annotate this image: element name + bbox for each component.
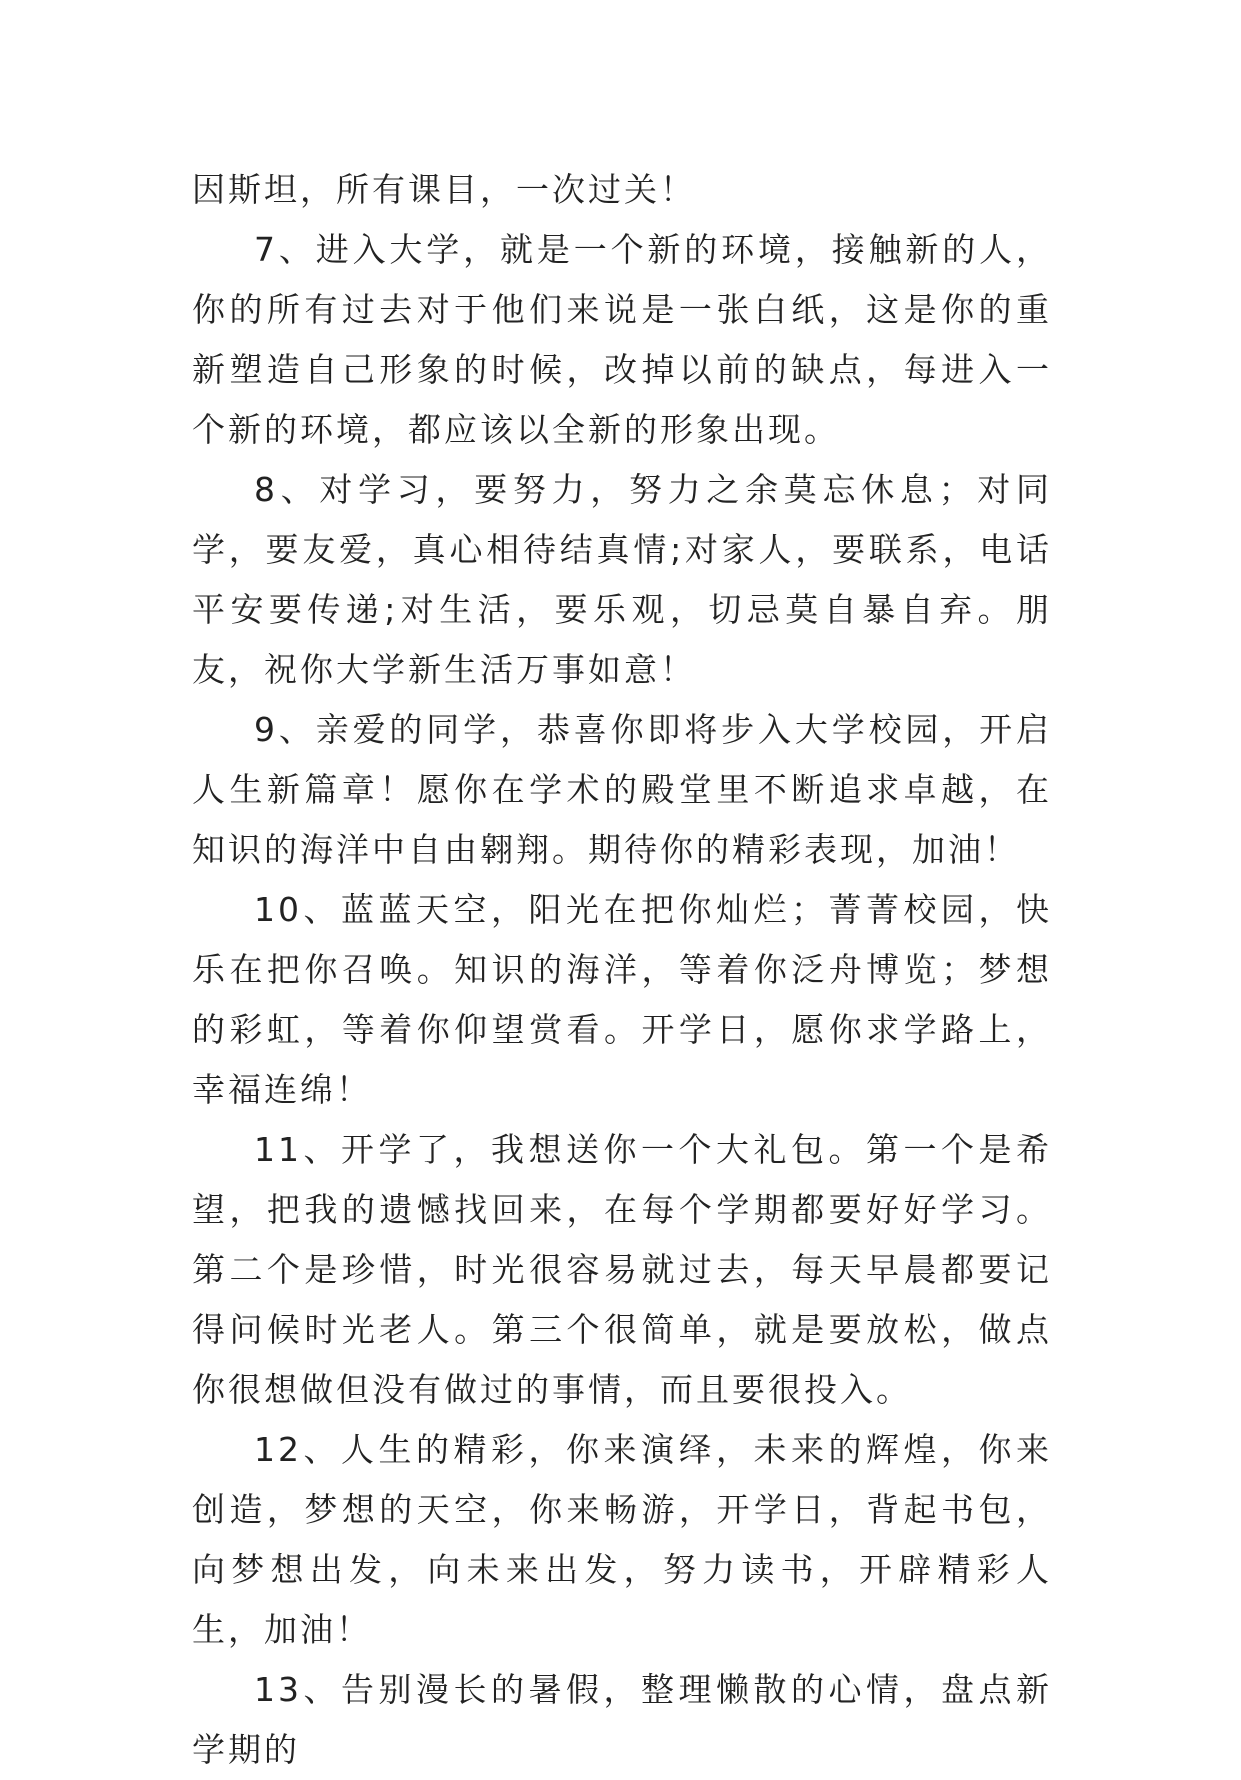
paragraph-item-13: 13、告别漫长的暑假，整理懒散的心情，盘点新学期的: [192, 1670, 1052, 1769]
document-body: [192, 160, 1052, 1780]
paragraph-item-9: 9、亲爱的同学，恭喜你即将步入大学校园，开启人生新篇章！愿你在学术的殿堂里不断追求卓越，在知识的海洋中自由翱翔。期待你的精彩表现，加油！: [192, 710, 1052, 869]
paragraph-item-12: 12、人生的精彩，你来演绎，未来的辉煌，你来创造，梦想的天空，你来畅游，开学日，背起书包，向梦想出发，向未来出发，努力读书，开辟精彩人生，加油！: [192, 1430, 1052, 1649]
paragraph-item-10: 10、蓝蓝天空，阳光在把你灿烂；菁菁校园，快乐在把你召唤。知识的海洋，等着你泛舟博览；梦想的彩虹，等着你仰望赏看。开学日，愿你求学路上，幸福连绵！: [192, 890, 1052, 1109]
paragraph-item-7: 7、进入大学，就是一个新的环境，接触新的人，你的所有过去对于他们来说是一张白纸，这是你的重新塑造自己形象的时候，改掉以前的缺点，每进入一个新的环境，都应该以全新的形象出现。: [192, 230, 1052, 449]
paragraph-item-8: 8、对学习，要努力，努力之余莫忘休息；对同学，要友爱，真心相待结真情;对家人，要联系，电话平安要传递;对生活，要乐观，切忌莫自暴自弃。朋友，祝你大学新生活万事如意！: [192, 470, 1052, 689]
paragraph-item-11: 11、开学了，我想送你一个大礼包。第一个是希望，把我的遗憾找回来，在每个学期都要好好学习。第二个是珍惜，时光很容易就过去，每天早晨都要记得问候时光老人。第三个很简单，就是要放松，做点你很想做但没有做过的事情，而且要很投入。: [192, 1130, 1052, 1409]
paragraph-continuation: 因斯坦，所有课目，一次过关！: [192, 170, 696, 209]
